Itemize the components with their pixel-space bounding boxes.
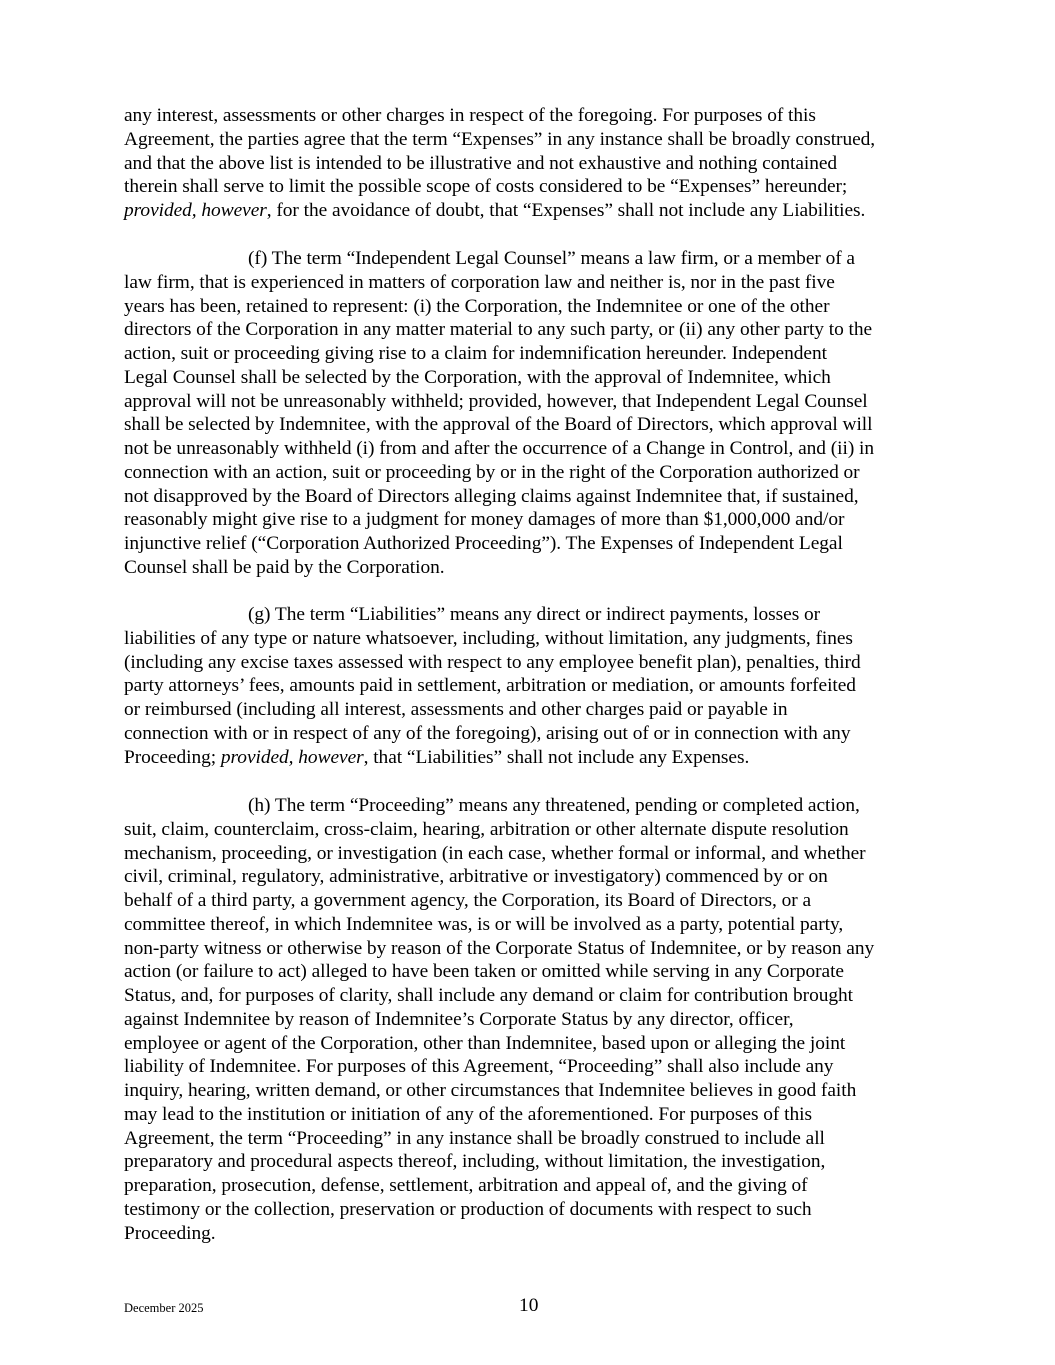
text-line bbox=[124, 1079, 944, 1103]
text-run: and that the above list is intended to be illustrative and not exhaustive and nothing contained bbox=[124, 152, 838, 174]
text-line bbox=[124, 366, 944, 390]
text-run: preparatory and procedural aspects thereof, including, without limitation, the investigation, bbox=[124, 1151, 826, 1173]
text-line bbox=[124, 722, 944, 746]
text-run: Status, and, for purposes of clarity, shall include any demand or claim for contribution brought bbox=[124, 985, 853, 1006]
text-run: connection with or in respect of any of the foregoing), arising out of or in connection with any bbox=[124, 722, 851, 744]
text-line bbox=[124, 1103, 944, 1127]
text-run: liabilities of any type or nature whatsoever, including, without limitation, any judgments, fines bbox=[124, 627, 853, 649]
paragraph-expenses-continuation bbox=[124, 104, 944, 223]
text-line bbox=[124, 508, 944, 532]
text-run: behalf of a third party, a government agency, the Corporation, its Board of Directors, or a bbox=[124, 890, 811, 911]
text-run: Agreement, the parties agree that the term “Expenses” in any instance shall be broadly construed, bbox=[124, 128, 876, 150]
text-run: non-party witness or otherwise by reason of the Corporate Status of Indemnitee, or by reason any bbox=[124, 937, 875, 959]
text-line bbox=[124, 1127, 944, 1151]
text-line bbox=[124, 627, 944, 651]
text-line bbox=[124, 390, 944, 414]
text-run: Counsel shall be paid by the Corporation. bbox=[124, 556, 445, 578]
text-run: injunctive relief (“Corporation Authorized Proceeding”). The Expenses of Independent Legal bbox=[124, 533, 843, 554]
text-line bbox=[124, 437, 944, 461]
text-line bbox=[124, 199, 944, 223]
text-line bbox=[124, 913, 944, 937]
text-run: (g) The term “Liabilities” means any direct or indirect payments, losses or bbox=[248, 604, 821, 625]
text-line bbox=[124, 818, 944, 842]
text-run: directors of the Corporation in any matter material to any such party, or (ii) any other party to the bbox=[124, 319, 873, 341]
text-run: action, suit or proceeding giving rise to a claim for indemnification hereunder. Independent bbox=[124, 343, 827, 364]
text-run: against Indemnitee by reason of Indemnitee’s Corporate Status by any director, officer, bbox=[124, 1008, 794, 1030]
text-run: may lead to the institution or initiation of any of the aforementioned. For purposes of this bbox=[124, 1103, 812, 1125]
text-line bbox=[124, 1055, 944, 1079]
text-run: (including any excise taxes assessed with respect to any employee benefit plan), penalties, third bbox=[124, 651, 861, 673]
text-run: action (or failure to act) alleged to have been taken or omitted while serving in any Corporate bbox=[124, 961, 844, 983]
text-line bbox=[124, 746, 944, 770]
text-line bbox=[124, 532, 944, 556]
text-line bbox=[124, 104, 944, 128]
text-line bbox=[124, 1174, 944, 1198]
text-run: connection with an action, suit or proceeding by or in the right of the Corporation authorized or bbox=[124, 461, 860, 483]
paragraph-section-f bbox=[124, 247, 944, 580]
text-run: shall be selected by Indemnitee, with the approval of the Board of Directors, which approval will bbox=[124, 414, 873, 436]
paragraph-section-g bbox=[124, 603, 944, 769]
footer-date: December 2025 bbox=[124, 1301, 204, 1315]
text-run: (h) The term “Proceeding” means any threatened, pending or completed action, bbox=[248, 795, 860, 816]
text-run: Proceeding. bbox=[124, 1222, 216, 1244]
text-line bbox=[124, 794, 944, 818]
text-line bbox=[124, 960, 944, 984]
text-line bbox=[124, 842, 944, 866]
text-run: testimony or the collection, preservation or production of documents with respect to such bbox=[124, 1198, 812, 1220]
italic-text-run: provided, however bbox=[124, 200, 267, 221]
text-line bbox=[124, 318, 944, 342]
text-run: not be unreasonably withheld (i) from and after the occurrence of a Change in Control, and (ii) in bbox=[124, 438, 875, 459]
text-line bbox=[124, 247, 944, 271]
text-line bbox=[124, 937, 944, 961]
text-run: liability of Indemnitee. For purposes of this Agreement, “Proceeding” shall also include any bbox=[124, 1056, 834, 1078]
page-number: 10 bbox=[519, 1295, 539, 1316]
text-line bbox=[124, 271, 944, 295]
text-line bbox=[124, 984, 944, 1008]
text-line bbox=[124, 413, 944, 437]
text-line bbox=[124, 1198, 944, 1222]
text-run: employee or agent of the Corporation, other than Indemnitee, based upon or alleging the joint bbox=[124, 1032, 846, 1054]
text-run: therein shall serve to limit the possible scope of costs considered to be “Expenses” hereunder; bbox=[124, 176, 848, 198]
text-run: committee thereof, in which Indemnitee was, is or will be involved as a party, potential party, bbox=[124, 913, 844, 935]
text-run: any interest, assessments or other charges in respect of the foregoing. For purposes of this bbox=[124, 105, 816, 126]
text-line bbox=[124, 1032, 944, 1056]
text-run: years has been, retained to represent: (i) the Corporation, the Indemnitee or one of the other bbox=[124, 295, 830, 317]
text-line bbox=[124, 342, 944, 366]
text-line bbox=[124, 175, 944, 199]
text-line bbox=[124, 152, 944, 176]
text-line bbox=[124, 1222, 944, 1246]
text-run: Proceeding; bbox=[124, 746, 221, 768]
text-line bbox=[124, 1008, 944, 1032]
text-run: suit, claim, counterclaim, cross-claim, hearing, arbitration or other alternate dispute resolution bbox=[124, 818, 849, 840]
text-run: , that “Liabilities” shall not include any Expenses. bbox=[363, 746, 750, 768]
text-run: (f) The term “Independent Legal Counsel” means a law firm, or a member of a bbox=[248, 248, 855, 269]
text-line bbox=[124, 128, 944, 152]
text-line bbox=[124, 485, 944, 509]
text-line bbox=[124, 651, 944, 675]
text-run: preparation, prosecution, defense, settlement, arbitration and appeal of, and the giving of bbox=[124, 1175, 808, 1196]
text-line bbox=[124, 556, 944, 580]
text-run: civil, criminal, regulatory, administrative, arbitrative or investigatory) commenced by or on bbox=[124, 866, 828, 888]
text-run: law firm, that is experienced in matters of corporation law and neither is, nor in the past five bbox=[124, 271, 835, 293]
text-line bbox=[124, 889, 944, 913]
text-run: mechanism, proceeding, or investigation (in each case, whether formal or informal, and whether bbox=[124, 842, 866, 864]
text-line bbox=[124, 1150, 944, 1174]
text-line bbox=[124, 295, 944, 319]
text-line bbox=[124, 461, 944, 485]
text-run: approval will not be unreasonably withheld; provided, however, that Independent Legal Counsel bbox=[124, 390, 868, 412]
paragraph-section-h bbox=[124, 794, 944, 1245]
text-run: or reimbursed (including all interest, assessments and other charges paid or payable in bbox=[124, 699, 788, 720]
text-run: not disapproved by the Board of Directors alleging claims against Indemnitee that, if sustained, bbox=[124, 485, 859, 507]
text-line bbox=[124, 698, 944, 722]
text-line bbox=[124, 674, 944, 698]
text-run: , for the avoidance of doubt, that “Expenses” shall not include any Liabilities. bbox=[266, 200, 866, 221]
text-run: reasonably might give rise to a judgment for money damages of more than $1,000,000 and/or bbox=[124, 509, 845, 531]
text-line bbox=[124, 865, 944, 889]
text-run: party attorneys’ fees, amounts paid in settlement, arbitration or mediation, or amounts forfeited bbox=[124, 675, 856, 697]
italic-text-run: provided, however bbox=[220, 746, 364, 768]
text-run: inquiry, hearing, written demand, or other circumstances that Indemnitee believes in good faith bbox=[124, 1080, 857, 1101]
text-line bbox=[124, 603, 944, 627]
text-run: Legal Counsel shall be selected by the Corporation, with the approval of Indemnitee, which bbox=[124, 366, 831, 388]
text-run: Agreement, the term “Proceeding” in any instance shall be broadly construed to include all bbox=[124, 1127, 825, 1149]
